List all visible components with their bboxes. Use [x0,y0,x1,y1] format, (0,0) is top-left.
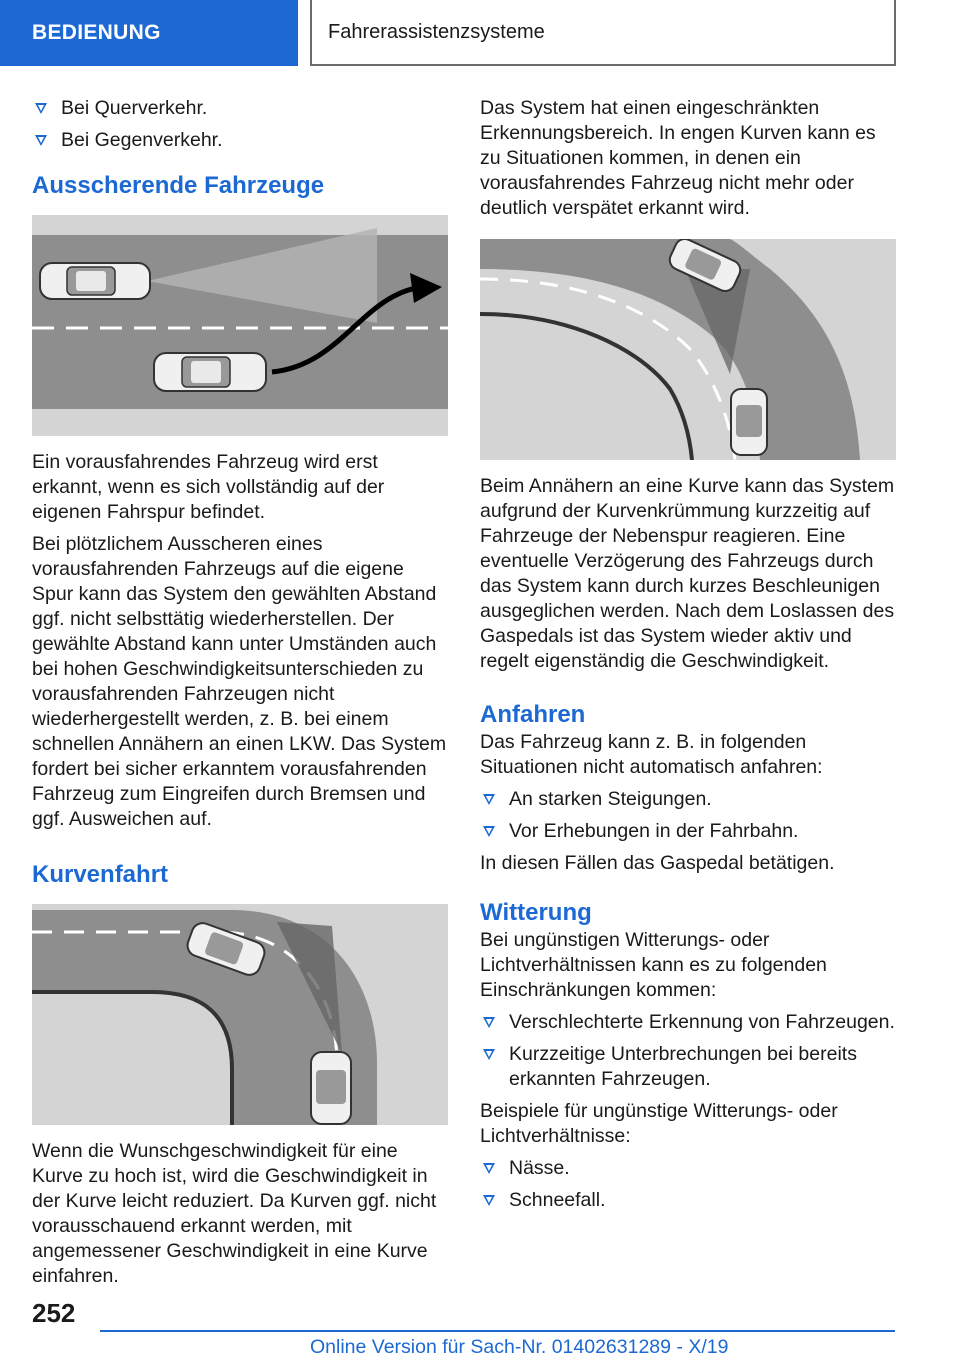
figure-tight-curve [480,239,896,460]
list-item: Bei Querverkehr. [32,96,448,121]
right-column [480,96,896,1220]
paragraph: Bei plötzlichem Ausscheren eines vorausfahrenden Fahrzeugs auf die eigene Spur kann das System den gewählten Abstand ggf. nicht selbsttätig wiederherstellen. Der gewählte Abstand kann unter Umständen auch bei hohen Geschwindigkeitsunterschieden zu vorausfahrenden Fahrzeugen nicht wiederhergestellt werden, z. B. bei einem schnellen Annähern an einen LKW. Das System fordert bei sicher erkanntem vorausfahrenden Fahrzeug zum Eingreifen durch Bremsen und ggf. Ausweichen auf. [32,533,447,830]
list-item: An starken Steigungen. [480,787,896,812]
triangle-bullet-icon [483,794,495,805]
illustration-curve [32,904,448,1125]
bullet-list-witterung [480,1010,896,1092]
triangle-bullet-icon [483,1049,495,1060]
triangle-bullet-icon [483,826,495,837]
section-tab: BEDIENUNG [0,0,298,66]
paragraph: Beim Annähern an eine Kurve kann das System aufgrund der Kurvenkrümmung kurzzeitig auf Fahrzeuge der Nebenspur reagieren. Eine eventuelle Verzögerung des Fahrzeugs durch das System kann durch kurzes Beschleunigen ausgeglichen werden. Nach dem Loslassen des Gaspedals ist das System wieder aktiv und regelt eigenständig die Geschwindigkeit. [480,475,895,672]
paragraph: In diesen Fällen das Gaspedal betätigen. [480,852,835,874]
heading-kurvenfahrt: Kurvenfahrt [32,861,169,888]
car-icon [731,389,767,455]
left-column [32,96,448,1296]
car-icon [154,353,266,391]
paragraph: Beispiele für ungünstige Witterungs- oder Lichtverhältnisse: [480,1100,838,1147]
triangle-bullet-icon [483,1195,495,1206]
figure-cutting-in-vehicle [32,215,448,436]
page-number: 252 [32,1298,76,1328]
illustration-lane-change [32,215,448,436]
paragraph: Das System hat einen eingeschränkten Erkennungsbereich. In engen Kurven kann es zu Situationen kommen, in denen ein vorausfahrendes Fahrzeug nicht mehr oder deutlich verspätet erkannt wird. [480,97,876,219]
triangle-bullet-icon [35,135,47,146]
list-item: Vor Erhebungen in der Fahrbahn. [480,819,896,844]
heading-witterung: Witterung [480,899,592,926]
list-item: Verschlechterte Erkennung von Fahrzeugen. [480,1010,896,1035]
list-item: Nässe. [480,1156,896,1181]
footer-divider [100,1330,895,1332]
paragraph: Ein vorausfahrendes Fahrzeug wird erst erkannt, wenn es sich vollständig auf der eigenen Fahrspur befindet. [32,451,385,523]
bullet-list-anfahren [480,787,896,844]
list-item: Kurzzeitige Unterbrechungen bei bereits erkannten Fahrzeugen. [480,1042,896,1092]
heading-anfahren: Anfahren [480,701,586,728]
chapter-title: Fahrerassistenzsysteme [310,0,896,66]
heading-ausscherende-fahrzeuge: Ausscherende Fahrzeuge [32,172,325,199]
illustration-tight-curve [480,239,896,460]
triangle-bullet-icon [35,103,47,114]
figure-curve-driving [32,904,448,1125]
paragraph: Bei ungünstigen Witterungs- oder Lichtverhältnissen kann es zu folgenden Einschränkungen kommen: [480,929,827,1001]
list-item: Bei Gegenverkehr. [32,128,448,153]
triangle-bullet-icon [483,1163,495,1174]
paragraph: Das Fahrzeug kann z. B. in folgenden Situationen nicht automatisch anfahren: [480,731,823,778]
online-version-note: Online Version für Sach-Nr. 01402631289 - X/19 [310,1336,729,1358]
car-icon [40,263,150,299]
bullet-list-examples [480,1156,896,1213]
triangle-bullet-icon [483,1017,495,1028]
paragraph: Wenn die Wunschgeschwindigkeit für eine Kurve zu hoch ist, wird die Geschwindigkeit in der Kurve leicht reduziert. Da Kurven ggf. nicht vorausschauend erkannt werden, mit angemessener Geschwindigkeit in eine Kurve einfahren. [32,1140,437,1287]
list-item: Schneefall. [480,1188,896,1213]
car-icon [311,1052,351,1124]
bullet-list-traffic [32,96,448,153]
